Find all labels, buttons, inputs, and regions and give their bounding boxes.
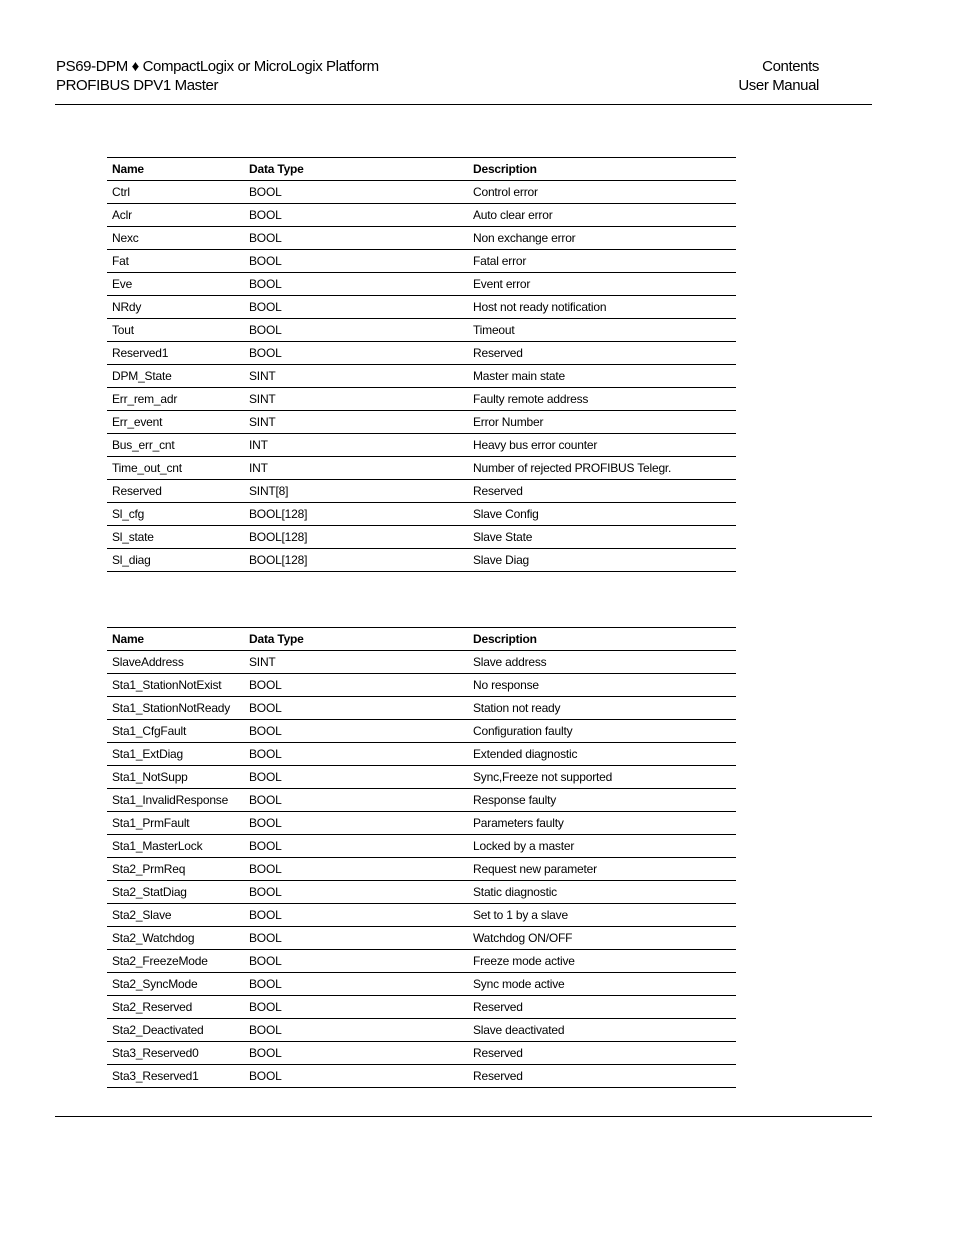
cell-data-type: BOOL	[244, 996, 468, 1019]
cell-description: Control error	[468, 181, 736, 204]
cell-description: Sync mode active	[468, 973, 736, 996]
column-header-description: Description	[468, 628, 736, 651]
cell-name: Bus_err_cnt	[107, 434, 244, 457]
table-row	[107, 858, 736, 881]
table-row	[107, 720, 736, 743]
cell-name: Sta1_StationNotExist	[107, 674, 244, 697]
cell-name: Nexc	[107, 227, 244, 250]
header-right	[738, 57, 819, 95]
cell-data-type: BOOL[128]	[244, 549, 468, 572]
cell-data-type: BOOL	[244, 296, 468, 319]
table-row	[107, 950, 736, 973]
table-row	[107, 743, 736, 766]
cell-description: Slave Diag	[468, 549, 736, 572]
table-row	[107, 480, 736, 503]
table-row	[107, 342, 736, 365]
cell-data-type: SINT	[244, 651, 468, 674]
cell-description: Parameters faulty	[468, 812, 736, 835]
table-row	[107, 319, 736, 342]
table-row	[107, 227, 736, 250]
cell-description: Faulty remote address	[468, 388, 736, 411]
cell-data-type: BOOL	[244, 674, 468, 697]
cell-description: Extended diagnostic	[468, 743, 736, 766]
cell-data-type: BOOL	[244, 973, 468, 996]
cell-data-type: BOOL	[244, 743, 468, 766]
cell-description: Number of rejected PROFIBUS Telegr.	[468, 457, 736, 480]
cell-description: Watchdog ON/OFF	[468, 927, 736, 950]
cell-name: Sta3_Reserved0	[107, 1042, 244, 1065]
cell-description: Reserved	[468, 342, 736, 365]
cell-description: Auto clear error	[468, 204, 736, 227]
cell-name: Aclr	[107, 204, 244, 227]
cell-name: Err_event	[107, 411, 244, 434]
column-header-name: Name	[107, 158, 244, 181]
cell-description: Non exchange error	[468, 227, 736, 250]
table-row	[107, 526, 736, 549]
table-row	[107, 365, 736, 388]
cell-description: Station not ready	[468, 697, 736, 720]
cell-data-type: BOOL	[244, 812, 468, 835]
cell-data-type: SINT	[244, 365, 468, 388]
header-rule	[55, 104, 872, 105]
cell-description: Fatal error	[468, 250, 736, 273]
cell-data-type: BOOL	[244, 927, 468, 950]
cell-description: Request new parameter	[468, 858, 736, 881]
cell-data-type: BOOL	[244, 904, 468, 927]
table-header-row	[107, 628, 736, 651]
cell-description: Reserved	[468, 996, 736, 1019]
cell-data-type: BOOL	[244, 697, 468, 720]
cell-description: No response	[468, 674, 736, 697]
cell-name: Sta1_PrmFault	[107, 812, 244, 835]
table-row	[107, 996, 736, 1019]
cell-name: Sl_diag	[107, 549, 244, 572]
cell-name: Err_rem_adr	[107, 388, 244, 411]
product-title: PS69-DPM ♦ CompactLogix or MicroLogix Platform	[56, 58, 379, 75]
cell-description: Event error	[468, 273, 736, 296]
table-header-row	[107, 158, 736, 181]
cell-description: Slave address	[468, 651, 736, 674]
table-row	[107, 388, 736, 411]
cell-name: Sta1_MasterLock	[107, 835, 244, 858]
cell-name: SlaveAddress	[107, 651, 244, 674]
table-row	[107, 250, 736, 273]
header-left	[56, 57, 379, 95]
table-row	[107, 881, 736, 904]
cell-data-type: BOOL	[244, 181, 468, 204]
cell-name: Sta1_CfgFault	[107, 720, 244, 743]
cell-data-type: BOOL	[244, 766, 468, 789]
cell-name: Sta2_SyncMode	[107, 973, 244, 996]
status-data-type-table	[107, 157, 736, 572]
cell-name: Sta1_ExtDiag	[107, 743, 244, 766]
table-row	[107, 835, 736, 858]
footer-rule	[55, 1116, 872, 1117]
cell-data-type: INT	[244, 457, 468, 480]
cell-data-type: SINT	[244, 411, 468, 434]
cell-data-type: BOOL	[244, 1065, 468, 1088]
cell-name: Sta1_InvalidResponse	[107, 789, 244, 812]
cell-data-type: BOOL	[244, 1042, 468, 1065]
slave-diagnostic-table	[107, 627, 736, 1088]
cell-name: Reserved1	[107, 342, 244, 365]
cell-data-type: BOOL	[244, 227, 468, 250]
cell-data-type: BOOL	[244, 1019, 468, 1042]
cell-name: Sta2_PrmReq	[107, 858, 244, 881]
cell-description: Freeze mode active	[468, 950, 736, 973]
table-row	[107, 411, 736, 434]
table-row	[107, 973, 736, 996]
table-row	[107, 1065, 736, 1088]
cell-description: Slave State	[468, 526, 736, 549]
cell-name: Eve	[107, 273, 244, 296]
table-row	[107, 204, 736, 227]
cell-description: Master main state	[468, 365, 736, 388]
table-row	[107, 434, 736, 457]
page-header	[0, 0, 954, 106]
cell-data-type: INT	[244, 434, 468, 457]
cell-data-type: BOOL[128]	[244, 526, 468, 549]
cell-name: Sta2_Slave	[107, 904, 244, 927]
cell-description: Sync,Freeze not supported	[468, 766, 736, 789]
cell-data-type: BOOL	[244, 835, 468, 858]
cell-description: Response faulty	[468, 789, 736, 812]
cell-data-type: BOOL	[244, 273, 468, 296]
cell-description: Set to 1 by a slave	[468, 904, 736, 927]
cell-name: Sta3_Reserved1	[107, 1065, 244, 1088]
table-row	[107, 1019, 736, 1042]
cell-data-type: BOOL	[244, 789, 468, 812]
column-header-data-type: Data Type	[244, 158, 468, 181]
column-header-name: Name	[107, 628, 244, 651]
cell-description: Error Number	[468, 411, 736, 434]
document-type: User Manual	[738, 77, 819, 94]
cell-data-type: SINT[8]	[244, 480, 468, 503]
table-row	[107, 1042, 736, 1065]
product-subtitle: PROFIBUS DPV1 Master	[56, 77, 219, 94]
table-row	[107, 549, 736, 572]
cell-data-type: SINT	[244, 388, 468, 411]
cell-data-type: BOOL	[244, 720, 468, 743]
cell-name: Reserved	[107, 480, 244, 503]
table-row	[107, 904, 736, 927]
cell-name: Sta2_FreezeMode	[107, 950, 244, 973]
cell-data-type: BOOL	[244, 881, 468, 904]
cell-name: DPM_State	[107, 365, 244, 388]
table-row	[107, 927, 736, 950]
cell-description: Locked by a master	[468, 835, 736, 858]
cell-data-type: BOOL	[244, 950, 468, 973]
cell-data-type: BOOL	[244, 342, 468, 365]
cell-description: Reserved	[468, 1065, 736, 1088]
cell-name: Sta1_StationNotReady	[107, 697, 244, 720]
section-name: Contents	[762, 58, 819, 75]
table-row	[107, 697, 736, 720]
table-row	[107, 766, 736, 789]
table-row	[107, 674, 736, 697]
cell-data-type: BOOL	[244, 204, 468, 227]
cell-name: Sl_cfg	[107, 503, 244, 526]
cell-description: Slave deactivated	[468, 1019, 736, 1042]
table-row	[107, 651, 736, 674]
cell-description: Timeout	[468, 319, 736, 342]
table-row	[107, 457, 736, 480]
cell-data-type: BOOL	[244, 250, 468, 273]
cell-name: Tout	[107, 319, 244, 342]
cell-name: Ctrl	[107, 181, 244, 204]
cell-description: Reserved	[468, 480, 736, 503]
cell-description: Reserved	[468, 1042, 736, 1065]
cell-name: Sta2_Deactivated	[107, 1019, 244, 1042]
cell-description: Configuration faulty	[468, 720, 736, 743]
cell-data-type: BOOL	[244, 858, 468, 881]
column-header-description: Description	[468, 158, 736, 181]
cell-description: Heavy bus error counter	[468, 434, 736, 457]
cell-description: Slave Config	[468, 503, 736, 526]
table-row	[107, 273, 736, 296]
cell-description: Static diagnostic	[468, 881, 736, 904]
table-row	[107, 296, 736, 319]
cell-name: Time_out_cnt	[107, 457, 244, 480]
cell-description: Host not ready notification	[468, 296, 736, 319]
cell-name: NRdy	[107, 296, 244, 319]
cell-name: Sta2_Watchdog	[107, 927, 244, 950]
cell-data-type: BOOL	[244, 319, 468, 342]
cell-data-type: BOOL[128]	[244, 503, 468, 526]
cell-name: Sta2_StatDiag	[107, 881, 244, 904]
table-row	[107, 812, 736, 835]
cell-name: Fat	[107, 250, 244, 273]
cell-name: Sta1_NotSupp	[107, 766, 244, 789]
table-row	[107, 181, 736, 204]
table-row	[107, 503, 736, 526]
table-row	[107, 789, 736, 812]
cell-name: Sta2_Reserved	[107, 996, 244, 1019]
column-header-data-type: Data Type	[244, 628, 468, 651]
cell-name: Sl_state	[107, 526, 244, 549]
